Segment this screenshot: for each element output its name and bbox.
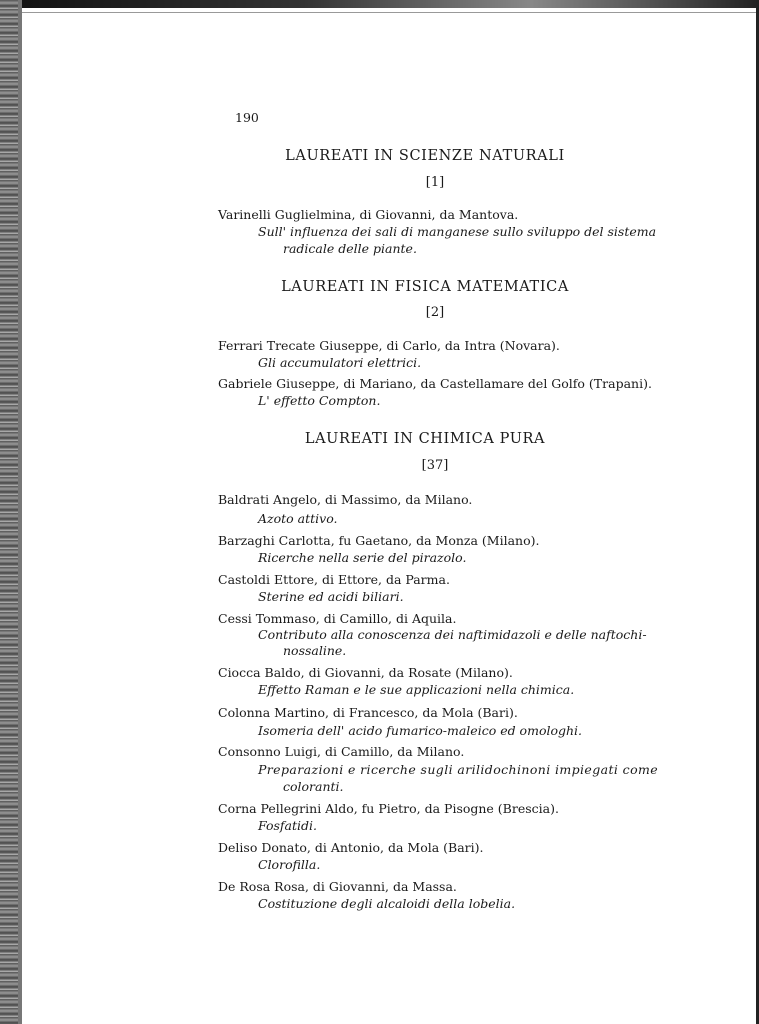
thesis-title-continued: coloranti. — [283, 779, 344, 794]
thesis-title: Sterine ed acidi biliari. — [258, 589, 404, 604]
thesis-title: Sull' influenza dei sali di manganese sullo sviluppo del sistema — [258, 224, 657, 239]
graduate-name: Barzaghi Carlotta, fu Gaetano, da Monza (Milano). — [218, 533, 540, 548]
graduate-name: Cessi Tommaso, di Camillo, di Aquila. — [218, 611, 457, 626]
graduate-name: Gabriele Giuseppe, di Mariano, da Castellamare del Golfo (Trapani). — [218, 376, 652, 391]
graduate-name: Colonna Martino, di Francesco, da Mola (Bari). — [218, 705, 518, 720]
thesis-title: Isomeria dell' acido fumarico-maleico ed omologhi. — [258, 723, 583, 738]
thesis-title: Ricerche nella serie del pirazolo. — [258, 550, 467, 565]
graduate-name: Ciocca Baldo, di Giovanni, da Rosate (Milano). — [218, 665, 513, 680]
thesis-title: Azoto attivo. — [258, 511, 338, 526]
section-heading-scienze-naturali: LAUREATI IN SCIENZE NATURALI — [285, 148, 565, 164]
thesis-title: Gli accumulatori elettrici. — [258, 355, 422, 370]
scan-top-line — [20, 12, 759, 13]
section-count: [2] — [425, 305, 445, 320]
section-count: [1] — [425, 175, 445, 190]
thesis-title: Costituzione degli alcaloidi della lobelia. — [258, 896, 516, 911]
section-heading-fisica-matematica: LAUREATI IN FISICA MATEMATICA — [281, 279, 569, 295]
section-heading-chimica-pura: LAUREATI IN CHIMICA PURA — [304, 431, 546, 447]
thesis-title: Fosfatidi. — [258, 818, 318, 833]
graduate-name: Varinelli Guglielmina, di Giovanni, da Mantova. — [218, 207, 519, 222]
graduate-name: Ferrari Trecate Giuseppe, di Carlo, da Intra (Novara). — [218, 338, 560, 353]
thesis-title: Effetto Raman e le sue applicazioni nella chimica. — [258, 682, 575, 697]
scan-top-edge — [0, 0, 759, 8]
page-number: 190 — [235, 110, 259, 125]
section-count: [37] — [421, 458, 449, 473]
graduate-name: Corna Pellegrini Aldo, fu Pietro, da Pisogne (Brescia). — [218, 801, 559, 816]
thesis-title: Preparazioni e ricerche sugli arilidochinoni impiegati come — [258, 762, 659, 777]
graduate-name: Baldrati Angelo, di Massimo, da Milano. — [218, 492, 473, 507]
thesis-title: Contributo alla conoscenza dei naftimidazoli e delle naftochi- — [258, 627, 647, 642]
graduate-name: Deliso Donato, di Antonio, da Mola (Bari). — [218, 840, 484, 855]
graduate-name: De Rosa Rosa, di Giovanni, da Massa. — [218, 879, 457, 894]
thesis-title: L' effetto Compton. — [258, 393, 381, 408]
thesis-title-continued: nossaline. — [283, 643, 347, 658]
graduate-name: Consonno Luigi, di Camillo, da Milano. — [218, 744, 465, 759]
thesis-title-continued: radicale delle piante. — [283, 241, 417, 256]
graduate-name: Castoldi Ettore, di Ettore, da Parma. — [218, 572, 450, 587]
thesis-title: Clorofilla. — [258, 857, 321, 872]
